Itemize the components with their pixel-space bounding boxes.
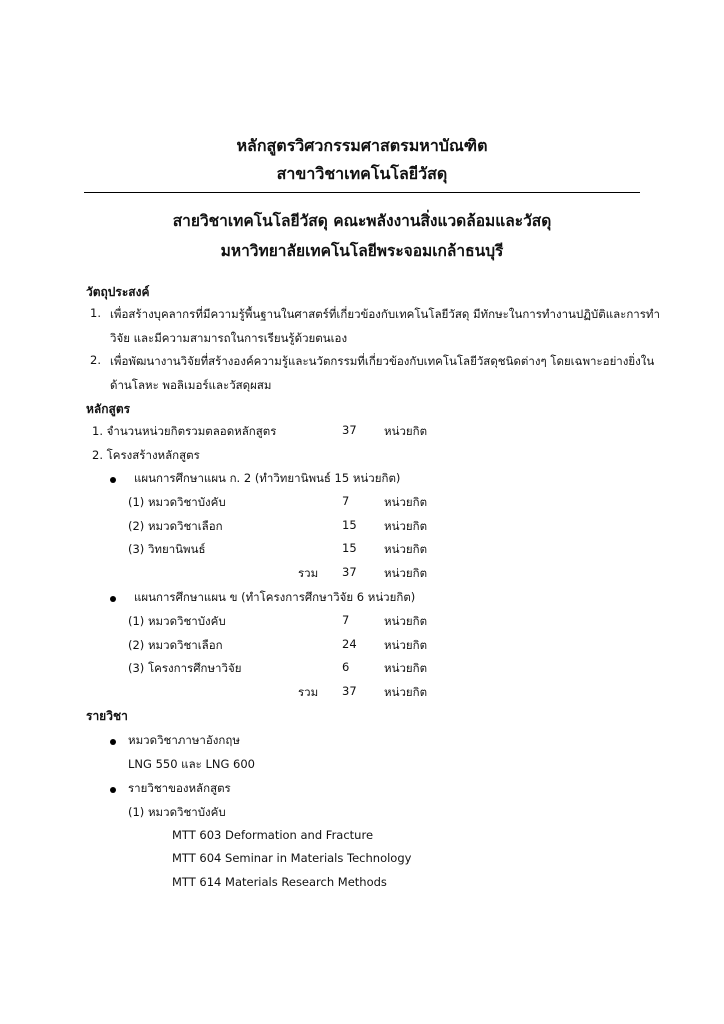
structure-label: 2. โครงสร้างหลักสูตร [92,448,200,462]
objective-number: 1. [90,306,101,320]
plan-row-value: 15 [342,541,357,555]
plan-sum-label: รวม [298,685,319,699]
plan-row-value: 7 [342,613,350,627]
plan-row-value: 7 [342,494,350,508]
bullet-icon [110,739,116,745]
plan-row-value: 6 [342,660,350,674]
plan-row-label: (2) หมวดวิชาเลือก [128,638,223,652]
credit-unit: หน่วยกิต [384,495,428,509]
objective-text: วิจัย และมีความสามารถในการเรียนรู้ด้วยตนเอง [110,331,348,345]
plan-row-label: (1) หมวดวิชาบังคับ [128,614,226,628]
credit-unit: หน่วยกิต [384,519,428,533]
plan-sum-value: 37 [342,565,357,579]
credit-unit: หน่วยกิต [384,424,428,438]
objective-number: 2. [90,353,101,367]
plan-row-label: (2) หมวดวิชาเลือก [128,519,223,533]
program-courses-title: รายวิชาของหลักสูตร [128,781,231,795]
objective-text: เพื่อพัฒนางานวิจัยที่สร้างองค์ความรู้และนวัตกรรมที่เกี่ยวข้องกับเทคโนโลยีวัสดุชนิดต่างๆ โดยเฉพาะอย่างยิ่งใน [110,354,655,368]
plan-row-label: (3) โครงการศึกษาวิจัย [128,661,242,675]
title-divider [84,192,640,193]
credit-unit: หน่วยกิต [384,661,428,675]
program-title: สาขาวิชาเทคโนโลยีวัสดุ [276,164,448,183]
plan-row-label: (1) หมวดวิชาบังคับ [128,495,226,509]
objectives-heading: วัตถุประสงค์ [86,285,150,299]
objective-text: เพื่อสร้างบุคลากรที่มีความรู้พื้นฐานในศาสตร์ที่เกี่ยวข้องกับเทคโนโลยีวัสดุ มีทักษะในการทำงานปฏิบัติและการทำ [110,307,660,321]
credit-unit: หน่วยกิต [384,638,428,652]
credit-unit: หน่วยกิต [384,614,428,628]
curriculum-heading: หลักสูตร [86,402,131,416]
courses-heading: รายวิชา [86,709,128,723]
bullet-icon [110,596,116,602]
credit-unit: หน่วยกิต [384,566,428,580]
objective-text: ด้านโลหะ พอลิเมอร์และวัสดุผสม [110,378,272,392]
plan-title: แผนการศึกษาแผน ข (ทำโครงการศึกษาวิจัย 6 หน่วยกิต) [134,590,416,604]
bullet-icon [110,477,116,483]
english-group-title: หมวดวิชาภาษาอังกฤษ [128,733,240,747]
plan-row-label: (3) วิทยานิพนธ์ [128,542,206,556]
plan-sum-value: 37 [342,684,357,698]
plan-row-value: 24 [342,637,357,651]
required-courses-label: (1) หมวดวิชาบังคับ [128,805,226,819]
plan-row-value: 15 [342,518,357,532]
english-courses: LNG 550 และ LNG 600 [128,757,255,771]
university-line: มหาวิทยาลัยเทคโนโลยีพระจอมเกล้าธนบุรี [220,242,504,260]
bullet-icon [110,787,116,793]
course-item: MTT 603 Deformation and Fracture [172,828,374,842]
page-title: หลักสูตรวิศวกรรมศาสตรมหาบัณฑิต [236,136,488,155]
course-item: MTT 604 Seminar in Materials Technology [172,851,412,865]
department-line: สายวิชาเทคโนโลยีวัสดุ คณะพลังงานสิ่งแวดล้อมและวัสดุ [172,212,552,230]
credit-unit: หน่วยกิต [384,542,428,556]
course-item: MTT 614 Materials Research Methods [172,875,387,889]
credit-unit: หน่วยกิต [384,685,428,699]
total-credits-label: 1. จำนวนหน่วยกิตรวมตลอดหลักสูตร [92,424,277,438]
total-credits-value: 37 [342,423,357,437]
plan-sum-label: รวม [298,566,319,580]
plan-title: แผนการศึกษาแผน ก. 2 (ทำวิทยานิพนธ์ 15 หน่วยกิต) [134,471,401,485]
